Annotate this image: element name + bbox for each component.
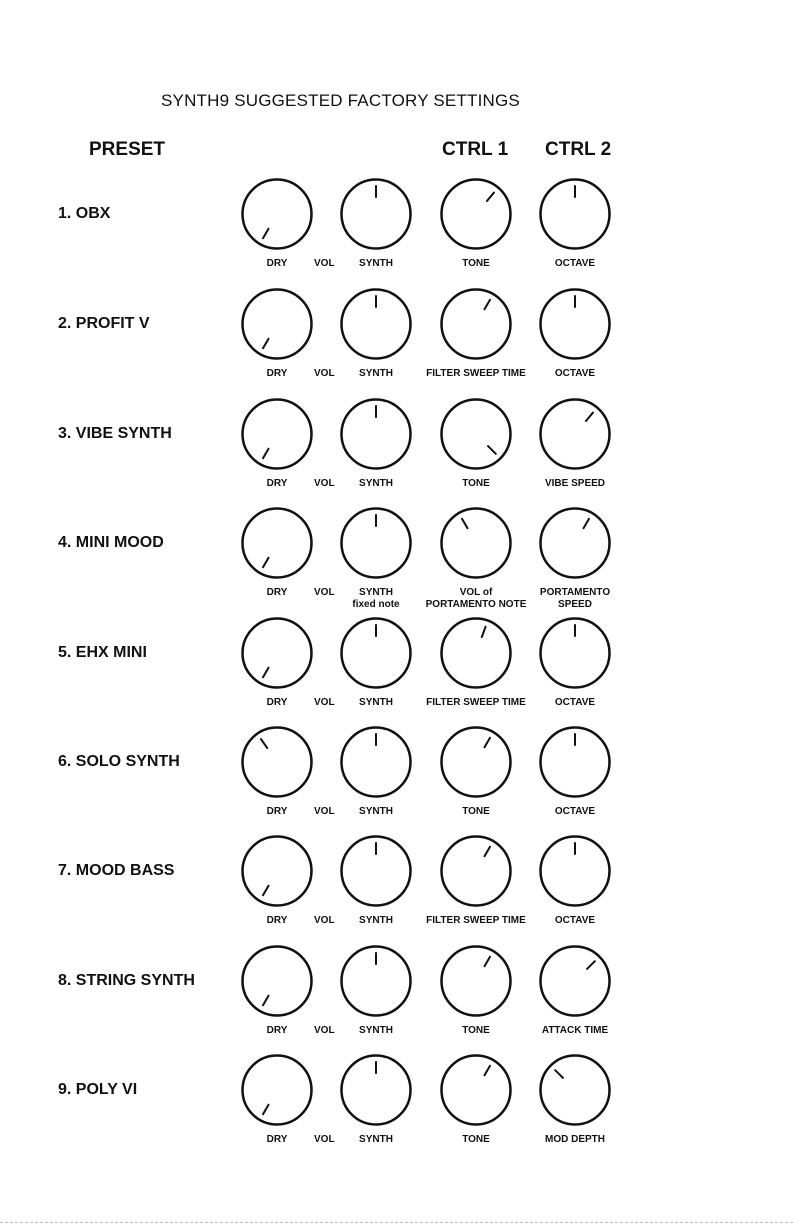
preset-name: 3. VIBE SYNTH	[58, 425, 172, 442]
knob[interactable]	[440, 945, 512, 1017]
knob-body	[442, 619, 511, 688]
preset-name: 9. POLY VI	[58, 1081, 138, 1098]
knob-body	[243, 290, 312, 359]
knob-dial	[440, 178, 512, 250]
knob-label-text: TONE	[462, 478, 490, 489]
knob-label-text: DRY	[266, 806, 288, 817]
knob-dial	[340, 945, 412, 1017]
knob-label-text: OCTAVE	[554, 806, 596, 817]
knob-dial	[539, 178, 611, 250]
knob-dial	[340, 1054, 412, 1126]
vol-label: VOL	[314, 697, 335, 708]
knob[interactable]	[539, 507, 611, 579]
knob-label-text: SYNTH	[359, 587, 393, 598]
knob-sublabel-text: SPEED	[558, 599, 592, 610]
knob-label	[510, 587, 640, 611]
page-edge-divider	[0, 1222, 793, 1223]
knob[interactable]	[340, 178, 412, 250]
knob-label-text: DRY	[266, 915, 288, 926]
knob-label-text: OCTAVE	[554, 915, 596, 926]
knob-body	[243, 509, 312, 578]
knob[interactable]	[241, 945, 313, 1017]
preset-name: 6. SOLO SYNTH	[58, 753, 180, 770]
knob-label-text: TONE	[462, 258, 490, 269]
page-title: SYNTH9 SUGGESTED FACTORY SETTINGS	[161, 91, 520, 110]
knob-dial	[241, 1054, 313, 1126]
knob-dial	[539, 1054, 611, 1126]
knob-dial	[539, 398, 611, 470]
preset-name: 1. OBX	[58, 205, 111, 222]
vol-label: VOL	[314, 1025, 335, 1036]
preset-row	[0, 726, 793, 836]
knob-dial	[340, 398, 412, 470]
knob-dial	[241, 178, 313, 250]
knob-label-text: SYNTH	[359, 806, 393, 817]
knob[interactable]	[340, 726, 412, 798]
knob-label-text: DRY	[266, 368, 288, 379]
knob-label	[510, 368, 640, 380]
knob-dial	[340, 507, 412, 579]
knob[interactable]	[241, 726, 313, 798]
knob-dial	[340, 726, 412, 798]
knob[interactable]	[440, 617, 512, 689]
knob-label-text: OCTAVE	[554, 368, 596, 379]
knob-label-text: SYNTH	[359, 697, 393, 708]
knob[interactable]	[440, 1054, 512, 1126]
knob-label	[510, 258, 640, 270]
knob-dial	[340, 617, 412, 689]
knob-label-text: DRY	[266, 478, 288, 489]
vol-label: VOL	[314, 1134, 335, 1145]
knob-label	[510, 697, 640, 709]
vol-label: VOL	[314, 915, 335, 926]
knob[interactable]	[241, 1054, 313, 1126]
knob-dial	[539, 288, 611, 360]
knob[interactable]	[340, 1054, 412, 1126]
knob-dial	[539, 835, 611, 907]
header-ctrl1: CTRL 1	[442, 139, 509, 160]
knob-label	[510, 1025, 640, 1037]
knob-body	[541, 509, 610, 578]
knob-dial	[440, 726, 512, 798]
knob-dial	[241, 835, 313, 907]
knob-body	[243, 619, 312, 688]
knob-body	[442, 728, 511, 797]
knob[interactable]	[539, 178, 611, 250]
preset-row	[0, 178, 793, 288]
knob-label-text: PORTAMENTO	[539, 587, 611, 598]
knob-body	[243, 728, 312, 797]
knob[interactable]	[241, 178, 313, 250]
knob-label	[510, 915, 640, 927]
knob-dial	[340, 178, 412, 250]
knob-label-text: OCTAVE	[554, 697, 596, 708]
knob-dial	[539, 617, 611, 689]
knob-body	[442, 400, 511, 469]
knob-label-text: TONE	[462, 1134, 490, 1145]
knob-dial	[241, 507, 313, 579]
knob-body	[541, 947, 610, 1016]
knob-body	[243, 180, 312, 249]
knob-body	[442, 837, 511, 906]
knob-label-text: DRY	[266, 258, 288, 269]
knob-body	[243, 400, 312, 469]
knob[interactable]	[539, 617, 611, 689]
preset-name: 2. PROFIT V	[58, 315, 150, 332]
preset-row	[0, 288, 793, 398]
knob-dial	[241, 945, 313, 1017]
knob[interactable]	[539, 726, 611, 798]
knob-dial	[340, 835, 412, 907]
knob-sublabel-text: PORTAMENTO NOTE	[425, 599, 527, 610]
knob-dial	[340, 288, 412, 360]
knob-label-text: SYNTH	[359, 1134, 393, 1145]
knob[interactable]	[241, 835, 313, 907]
knob[interactable]	[340, 507, 412, 579]
preset-row	[0, 945, 793, 1055]
knob-dial	[241, 398, 313, 470]
knob[interactable]	[340, 398, 412, 470]
knob[interactable]	[539, 945, 611, 1017]
knob[interactable]	[539, 1054, 611, 1126]
knob-label-text: SYNTH	[359, 1025, 393, 1036]
knob[interactable]	[539, 288, 611, 360]
knob[interactable]	[440, 835, 512, 907]
knob-label-text: ATTACK TIME	[541, 1025, 609, 1036]
knob[interactable]	[340, 945, 412, 1017]
preset-row	[0, 835, 793, 945]
knob[interactable]	[241, 288, 313, 360]
knob-label-text: FILTER SWEEP TIME	[426, 915, 526, 926]
knob[interactable]	[340, 835, 412, 907]
knob-dial	[440, 288, 512, 360]
header-preset: PRESET	[89, 139, 166, 160]
knob-label-text: VIBE SPEED	[544, 478, 606, 489]
knob-label-text: DRY	[266, 587, 288, 598]
knob-body	[243, 1056, 312, 1125]
knob-label-text: SYNTH	[359, 478, 393, 489]
knob[interactable]	[440, 178, 512, 250]
knob[interactable]	[241, 398, 313, 470]
preset-name: 5. EHX MINI	[58, 644, 147, 661]
vol-label: VOL	[314, 806, 335, 817]
knob[interactable]	[241, 617, 313, 689]
knob-body	[541, 1056, 610, 1125]
knob-body	[442, 947, 511, 1016]
vol-label: VOL	[314, 587, 335, 598]
knob-label-text: DRY	[266, 697, 288, 708]
knob-dial	[440, 835, 512, 907]
preset-row	[0, 1054, 793, 1164]
knob[interactable]	[241, 507, 313, 579]
knob-label	[510, 806, 640, 818]
knob[interactable]	[340, 617, 412, 689]
knob-label-text: FILTER SWEEP TIME	[426, 368, 526, 379]
knob-label-text: SYNTH	[359, 915, 393, 926]
knob-label	[510, 1134, 640, 1146]
knob-dial	[440, 1054, 512, 1126]
knob-label	[510, 478, 640, 490]
knob-dial	[241, 726, 313, 798]
knob-label-text: TONE	[462, 1025, 490, 1036]
knob-dial	[440, 507, 512, 579]
knob-dial	[440, 945, 512, 1017]
knob[interactable]	[440, 398, 512, 470]
knob-dial	[440, 617, 512, 689]
knob-body	[442, 1056, 511, 1125]
knob-dial	[241, 617, 313, 689]
knob-body	[541, 400, 610, 469]
knob-dial	[241, 288, 313, 360]
knob-dial	[440, 398, 512, 470]
knob[interactable]	[340, 288, 412, 360]
knob[interactable]	[539, 835, 611, 907]
knob[interactable]	[440, 288, 512, 360]
knob-label-text: MOD DEPTH	[545, 1134, 605, 1145]
vol-label: VOL	[314, 368, 335, 379]
preset-name: 4. MINI MOOD	[58, 534, 164, 551]
knob-label-text: DRY	[266, 1025, 288, 1036]
knob-dial	[539, 945, 611, 1017]
knob-label-text: DRY	[266, 1134, 288, 1145]
knob[interactable]	[440, 507, 512, 579]
vol-label: VOL	[314, 258, 335, 269]
preset-name: 7. MOOD BASS	[58, 862, 175, 879]
knob-label-text: FILTER SWEEP TIME	[426, 697, 526, 708]
knob-body	[442, 180, 511, 249]
knob[interactable]	[539, 398, 611, 470]
header-ctrl2: CTRL 2	[545, 139, 612, 160]
preset-name: 8. STRING SYNTH	[58, 972, 195, 989]
preset-row	[0, 507, 793, 617]
knob-dial	[539, 507, 611, 579]
knob-dial	[539, 726, 611, 798]
knob-body	[442, 290, 511, 359]
knob-label-text: TONE	[462, 806, 490, 817]
knob-label-text: OCTAVE	[554, 258, 596, 269]
knob-body	[243, 947, 312, 1016]
preset-row	[0, 617, 793, 727]
knob-body	[442, 509, 511, 578]
knob-sublabel-text: fixed note	[352, 599, 400, 610]
preset-row	[0, 398, 793, 508]
vol-label: VOL	[314, 478, 335, 489]
knob-label-text: SYNTH	[359, 368, 393, 379]
knob[interactable]	[440, 726, 512, 798]
knob-body	[243, 837, 312, 906]
knob-label-text: VOL of	[459, 587, 493, 598]
knob-label-text: SYNTH	[359, 258, 393, 269]
